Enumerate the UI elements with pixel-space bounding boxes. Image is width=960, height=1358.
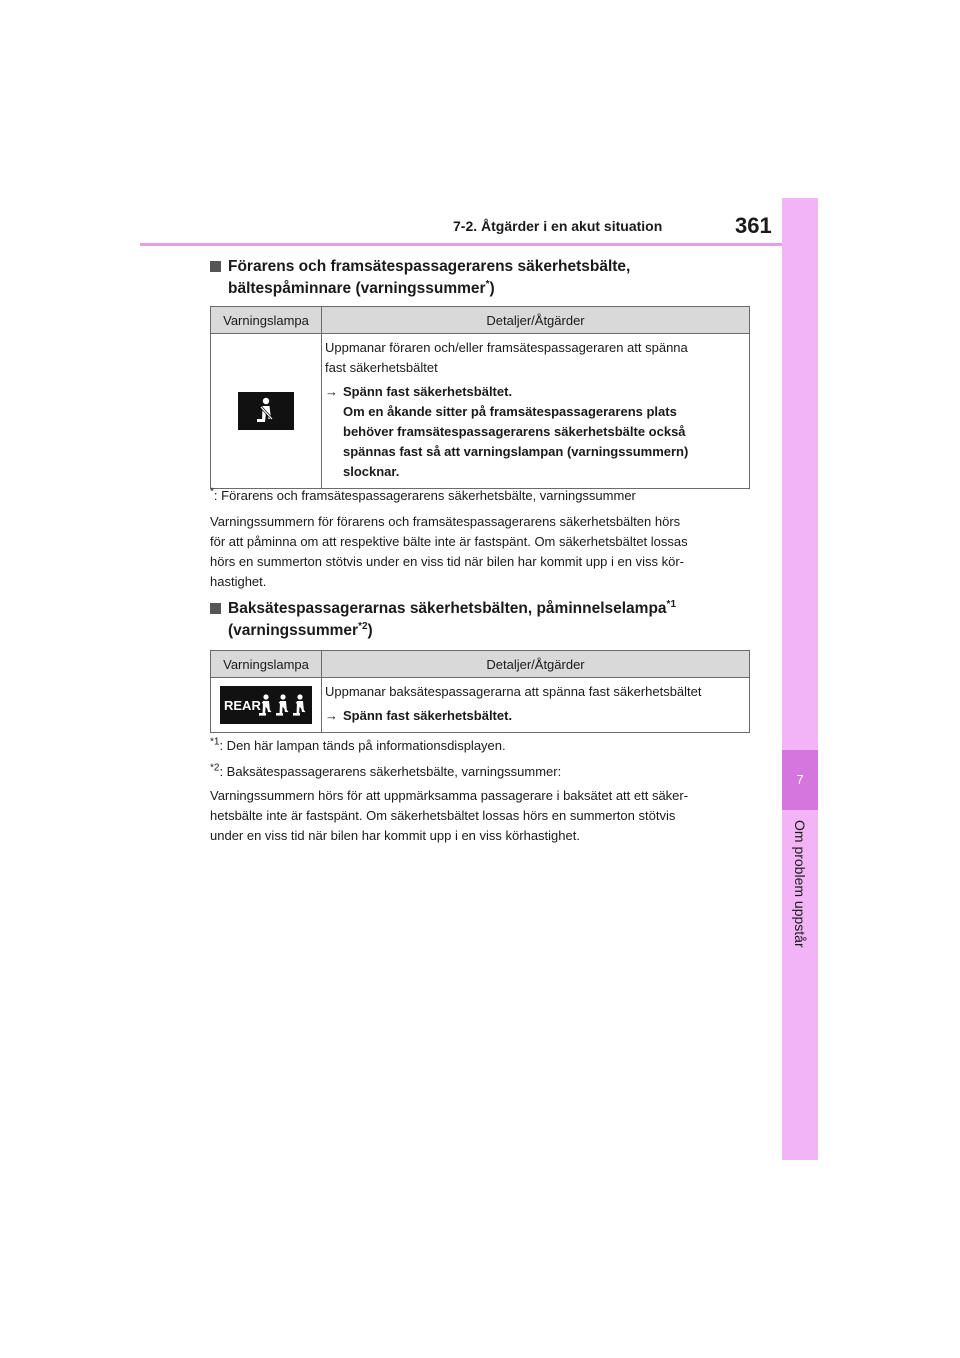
section2-heading-line2: (varningssummer$^{*2}$) bbox=[228, 620, 373, 639]
square-bullet-icon bbox=[210, 603, 221, 614]
warning-table-front bbox=[210, 306, 750, 489]
table-header-lamp: Varningslampa bbox=[211, 307, 322, 334]
paragraph-rear: Varningssummern hörs för att uppmärksamma passagerare i baksätet att ett säker- hetsbälte inte är fastspänt. Om säkerhetsbältet lossas hörs en summerton stötvis under en viss tid när bilen har kommit upp i en viss körhastighet. bbox=[210, 788, 689, 843]
section2-heading bbox=[210, 598, 676, 642]
details-cell bbox=[322, 678, 750, 733]
section1-heading bbox=[210, 256, 630, 300]
rear-seatbelt-icon bbox=[220, 686, 312, 724]
page-number: 361 bbox=[735, 213, 772, 238]
header-divider bbox=[140, 243, 782, 246]
footnote: $^{*1}$: Den här lampan tänds på informationsdisplayen. bbox=[210, 736, 506, 753]
table-header-details: Detaljer/Åtgärder bbox=[322, 307, 750, 334]
footnote: $^{*2}$: Baksätespassagerarens säkerhetsbälte, varningssummer: bbox=[210, 762, 562, 779]
rear-icon-label: REAR bbox=[224, 698, 261, 713]
chapter-number: 7 bbox=[782, 750, 818, 810]
desc-line: Uppmanar baksätespassagerarna att spänna fast säkerhetsbältet bbox=[325, 684, 702, 699]
section2-heading-line1: Baksätespassagerarnas säkerhetsbälten, påminnelselampa$^{*1}$ bbox=[228, 598, 676, 617]
section1-heading-line2: bältespåminnare (varningssummer*) bbox=[228, 278, 495, 297]
details-cell bbox=[322, 334, 750, 489]
desc-line: Uppmanar föraren och/eller framsätespassageraren att spänna bbox=[325, 340, 688, 355]
section-title: 7-2. Åtgärder i en akut situation bbox=[453, 218, 663, 234]
square-bullet-icon bbox=[210, 261, 221, 272]
action-line: Spänn fast säkerhetsbältet. bbox=[343, 708, 513, 723]
footnote-marker: *1 bbox=[666, 598, 676, 610]
action-line: behöver framsätespassagerarens säkerhetsbälte också bbox=[343, 424, 686, 439]
lamp-cell bbox=[211, 678, 322, 733]
chapter-side-tab bbox=[782, 198, 818, 1160]
footnote: *: Förarens och framsätespassagerarens säkerhetsbälte, varningssummer bbox=[210, 486, 636, 503]
action-line: slocknar. bbox=[343, 464, 400, 479]
chapter-title: Om problem uppstår bbox=[792, 820, 808, 948]
action-line: spännas fast så att varningslampan (varningssummern) bbox=[343, 444, 689, 459]
action-line: Spänn fast säkerhetsbältet. bbox=[343, 384, 513, 399]
table-header-lamp: Varningslampa bbox=[211, 651, 322, 678]
section1-heading-line1: Förarens och framsätespassagerarens säkerhetsbälte, bbox=[228, 258, 631, 275]
footnote-marker: *2 bbox=[358, 620, 368, 632]
arrow-icon: → bbox=[325, 384, 338, 399]
action-block bbox=[325, 706, 743, 726]
action-block bbox=[325, 382, 743, 482]
seatbelt-warning-icon bbox=[238, 392, 294, 430]
warning-table-rear bbox=[210, 650, 750, 733]
table-header-details: Detaljer/Åtgärder bbox=[322, 651, 750, 678]
lamp-cell bbox=[211, 334, 322, 489]
footnote-marker: * bbox=[485, 278, 490, 290]
arrow-icon: → bbox=[325, 708, 338, 723]
paragraph-front: Varningssummern för förarens och framsätespassagerarens säkerhetsbälten hörs för att påminna om att respektive bälte inte är fastspänt. Om säkerhetsbältet lossas hörs en summerton stötvis under en viss tid när bilen har kommit upp i en viss kör- hastighet. bbox=[210, 514, 688, 589]
action-line: Om en åkande sitter på framsätespassagerarens plats bbox=[343, 404, 677, 419]
desc-line: fast säkerhetsbältet bbox=[325, 360, 438, 375]
